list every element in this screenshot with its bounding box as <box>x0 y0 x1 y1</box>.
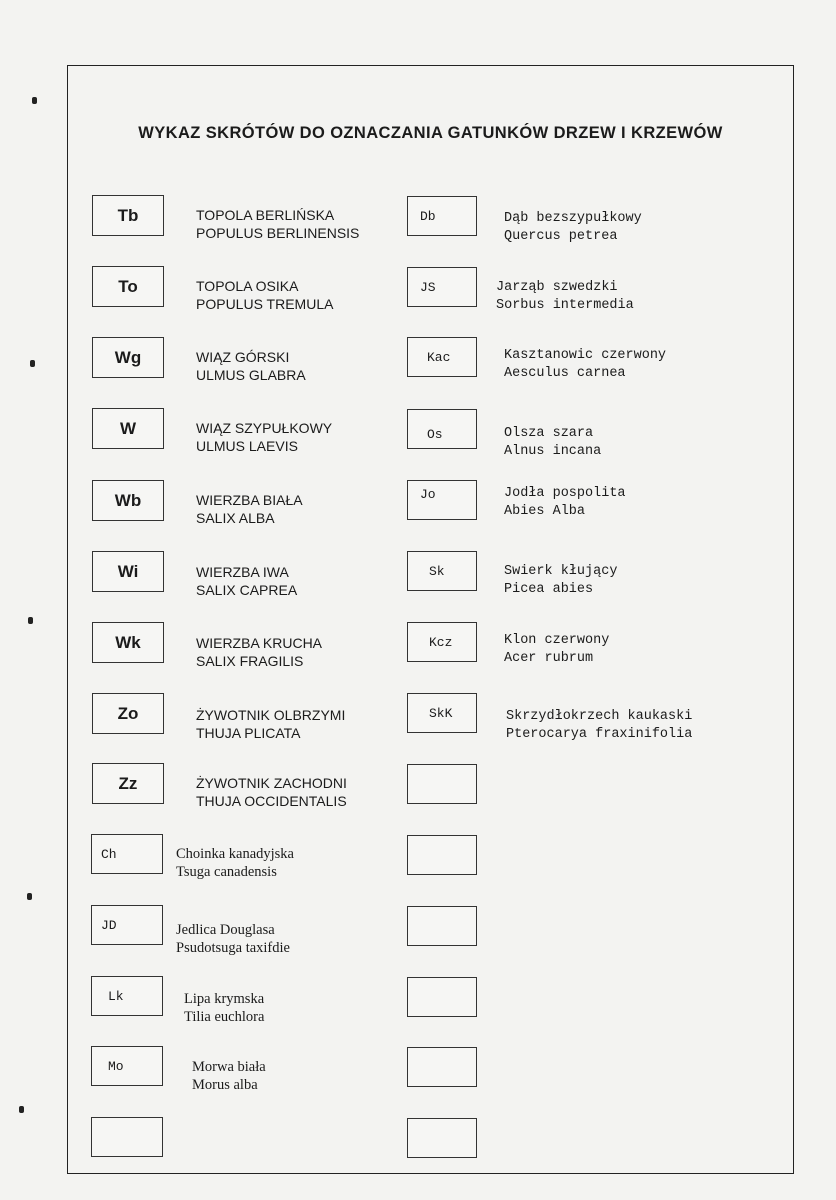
code-box-right <box>407 622 477 662</box>
species-name-polish: WIERZBA BIAŁA <box>196 492 303 508</box>
code-box-right <box>407 480 477 520</box>
species-names <box>196 706 345 742</box>
species-name-polish: TOPOLA BERLIŃSKA <box>196 207 335 223</box>
species-names <box>196 419 332 455</box>
species-name-latin: Picea abies <box>504 582 594 597</box>
margin-mark <box>32 97 37 104</box>
species-name-latin: Tilia euchlora <box>184 1009 265 1025</box>
species-names <box>196 348 306 384</box>
code-box-right <box>407 337 477 377</box>
species-names <box>196 634 322 670</box>
code-box-right <box>407 267 477 307</box>
code-box-right <box>407 693 477 733</box>
empty-code-box <box>407 906 477 946</box>
empty-code-box <box>407 977 477 1017</box>
species-code: JD <box>101 917 117 933</box>
species-name-polish: Jodła pospolita <box>504 486 626 501</box>
species-names <box>196 277 333 313</box>
species-names <box>196 491 303 527</box>
species-code: Kac <box>427 349 451 365</box>
species-code: Sk <box>429 563 445 579</box>
code-box-left <box>91 976 163 1016</box>
species-name-polish: Olsza szara <box>504 426 594 441</box>
species-code: SkK <box>429 705 453 721</box>
species-name-polish: Swierk kłujący <box>504 564 618 579</box>
species-code: Jo <box>420 487 436 502</box>
species-name-latin: Morus alba <box>192 1077 258 1093</box>
species-name-polish: ŻYWOTNIK ZACHODNI <box>196 775 347 791</box>
species-name-latin: Sorbus intermedia <box>496 298 634 313</box>
species-code: Wg <box>114 347 142 367</box>
code-box-left <box>92 480 164 521</box>
species-name-latin: ULMUS LAEVIS <box>196 438 298 454</box>
species-name-latin: Pterocarya fraxinifolia <box>506 727 693 742</box>
species-name-latin: Acer rubrum <box>504 651 594 666</box>
code-box-left <box>92 195 164 236</box>
margin-mark <box>27 893 32 900</box>
empty-code-box <box>91 1117 163 1157</box>
species-names <box>504 485 626 521</box>
species-name-polish: Lipa krymska <box>184 991 265 1007</box>
species-name-polish: Morwa biała <box>192 1059 266 1075</box>
empty-code-box <box>407 1047 477 1087</box>
code-box-right <box>407 196 477 236</box>
species-code: Ch <box>101 846 117 862</box>
species-names <box>176 845 294 881</box>
species-name-polish: WIĄZ GÓRSKI <box>196 349 290 365</box>
species-code: To <box>118 276 138 296</box>
species-name-polish: Jarząb szwedzki <box>496 280 618 295</box>
species-name-polish: WIERZBA KRUCHA <box>196 635 323 651</box>
code-box-left <box>91 1046 163 1086</box>
code-box-left <box>91 834 163 874</box>
species-name-latin: ULMUS GLABRA <box>196 367 306 383</box>
code-box-right <box>407 409 477 449</box>
species-names <box>196 563 297 599</box>
code-box-left <box>92 763 164 804</box>
species-name-polish: Skrzydłokrzech kaukaski <box>506 709 693 724</box>
species-name-polish: Kasztanowic czerwony <box>504 348 667 363</box>
species-code: W <box>119 418 137 438</box>
code-box-left <box>92 622 164 663</box>
species-names <box>504 425 601 461</box>
species-code: Zz <box>118 773 138 793</box>
species-code: Wk <box>115 632 141 652</box>
species-names <box>506 708 692 744</box>
species-code: Tb <box>117 205 139 225</box>
code-box-left <box>92 693 164 734</box>
species-name-latin: SALIX ALBA <box>196 510 275 526</box>
species-name-latin: Abies Alba <box>504 504 586 519</box>
species-names <box>504 347 666 383</box>
species-name-polish: TOPOLA OSIKA <box>196 278 299 294</box>
code-box-left <box>92 266 164 307</box>
species-names <box>184 990 264 1026</box>
species-name-polish: Dąb bezszypułkowy <box>504 211 642 226</box>
species-code: Lk <box>108 988 124 1004</box>
margin-mark <box>28 617 33 624</box>
empty-code-box <box>407 1118 477 1158</box>
species-name-latin: SALIX CAPREA <box>196 582 298 598</box>
species-code: Wi <box>117 561 139 581</box>
species-name-latin: Tsuga canadensis <box>176 864 277 880</box>
species-name-polish: WIERZBA IWA <box>196 564 289 580</box>
species-code: Zo <box>117 703 139 723</box>
empty-code-box <box>407 764 477 804</box>
species-names <box>176 921 290 957</box>
species-names <box>504 563 617 599</box>
species-code: Db <box>420 208 436 224</box>
species-name-latin: SALIX FRAGILIS <box>196 653 304 669</box>
species-name-polish: Choinka kanadyjska <box>176 846 294 862</box>
species-code: Os <box>427 426 443 442</box>
species-name-latin: Alnus incana <box>504 444 602 459</box>
species-name-latin: THUJA PLICATA <box>196 725 301 741</box>
species-names <box>196 206 359 242</box>
species-name-latin: Aesculus carnea <box>504 366 626 381</box>
species-code: Kcz <box>429 634 453 650</box>
margin-mark <box>19 1106 24 1113</box>
species-code: JS <box>420 279 436 295</box>
empty-code-box <box>407 835 477 875</box>
species-names <box>196 774 347 810</box>
code-box-left <box>92 551 164 592</box>
code-box-right <box>407 551 477 591</box>
species-name-latin: POPULUS BERLINENSIS <box>196 225 360 241</box>
page-title: WYKAZ SKRÓTÓW DO OZNACZANIA GATUNKÓW DRZEW I KRZEWÓW <box>138 124 723 142</box>
code-box-left <box>92 337 164 378</box>
species-names <box>504 210 642 246</box>
species-names <box>504 632 609 668</box>
margin-mark <box>30 360 35 367</box>
species-name-polish: Jedlica Douglasa <box>176 922 275 938</box>
species-names <box>192 1058 266 1094</box>
species-name-latin: THUJA OCCIDENTALIS <box>196 793 347 809</box>
species-name-polish: Klon czerwony <box>504 633 610 648</box>
species-name-polish: WIĄZ SZYPUŁKOWY <box>196 420 333 436</box>
species-name-latin: POPULUS TREMULA <box>196 296 334 312</box>
species-name-latin: Quercus petrea <box>504 229 618 244</box>
species-names <box>496 279 634 315</box>
code-box-left <box>91 905 163 945</box>
code-box-left <box>92 408 164 449</box>
species-name-polish: ŻYWOTNIK OLBRZYMI <box>196 707 346 723</box>
species-code: Wb <box>114 490 142 510</box>
species-code: Mo <box>108 1058 124 1074</box>
species-name-latin: Psudotsuga taxifdie <box>176 940 290 956</box>
